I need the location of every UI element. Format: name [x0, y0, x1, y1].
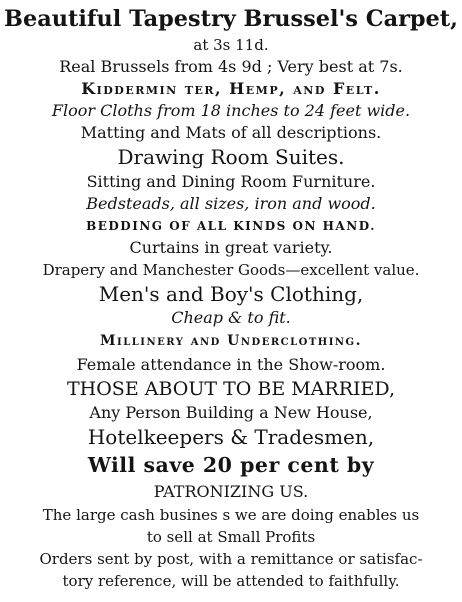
small-profits: to sell at Small Profits — [146, 528, 316, 546]
female-attendance: Female attendance in the Show-room. — [76, 355, 386, 374]
floor-cloths-line: Floor Cloths from 18 inches to 24 feet wide. — [51, 101, 411, 120]
cheap-to-fit: Cheap & to fit. — [171, 308, 291, 327]
large-cash-business: The large cash busines s we are doing enables us — [42, 506, 420, 524]
sitting-dining-furniture: Sitting and Dining Room Furniture. — [86, 172, 376, 191]
clothing-headline: Men's and Boy's Clothing, — [98, 282, 364, 306]
price-real-brussels: Real Brussels from 4s 9d ; Very best at 7s. — [59, 57, 403, 76]
curtains-line: Curtains in great variety. — [129, 238, 333, 257]
any-person-building: Any Person Building a New House, — [89, 403, 373, 422]
those-about-to-be-married: THOSE ABOUT TO BE MARRIED, — [66, 378, 395, 400]
kidderminster-hemp-felt: Kiddermin ter, Hemp, and Felt. — [81, 79, 381, 98]
orders-by-post: Orders sent by post, with a remittance or satisfac- — [39, 550, 423, 568]
bedsteads-line: Bedsteads, all sizes, iron and wood. — [86, 194, 376, 213]
matting-line: Matting and Mats of all descriptions. — [80, 123, 382, 142]
price-tapestry: at 3s 11d. — [193, 36, 269, 54]
hotelkeepers-tradesmen: Hotelkeepers & Tradesmen, — [87, 425, 375, 449]
save-20-percent: Will save 20 per cent by — [87, 453, 375, 477]
patronizing-us: PATRONIZING US. — [153, 482, 309, 501]
millinery-line: Millinery and Underclothing. — [100, 333, 362, 349]
satisfactory-reference: tory reference, will be attended to faithfully. — [62, 572, 400, 590]
drapery-line: Drapery and Manchester Goods—excellent value. — [42, 261, 420, 279]
bedding-line: BEDDING OF ALL KINDS ON HAND. — [86, 219, 376, 233]
headline-tapestry-carpet: Beautiful Tapestry Brussel's Carpet, — [4, 6, 458, 32]
drawing-room-suites: Drawing Room Suites. — [117, 145, 345, 169]
